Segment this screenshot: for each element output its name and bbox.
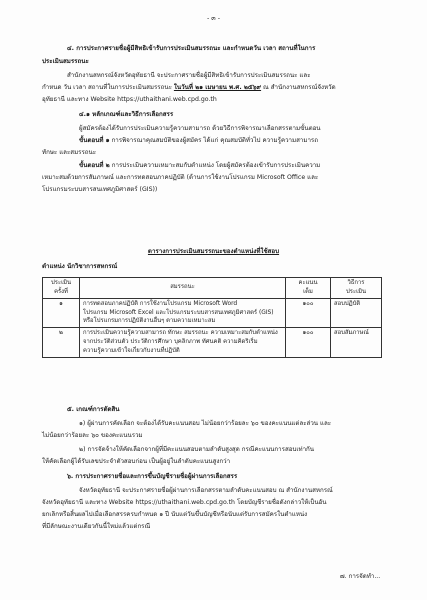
- section-4-para-line-2: [42, 83, 336, 92]
- section-4-1-line-4: [79, 161, 320, 170]
- step-2-label: ขั้นตอนที่ ๒: [79, 162, 110, 169]
- section-4-para-line-2a: กำหนด วัน เวลา สถานที่ในการประเมินสมรรถนะ: [42, 84, 172, 91]
- row-competency: การประเมินความรู้ความสามารถ ทักษะ สมรรถนะ ความเหมาะสมกับตำแหน่ง จากประวัติส่วนตัว ประวัติการศึกษา บุคลิกภาพ ทัศนคติ ความคิดริเริ่ม ความรู้ความเข้าใจเกี่ยวกับงานที่ปฏิบัติ: [80, 328, 286, 358]
- section-5-line-4: ให้คัดเลือกผู้ได้รับเลขประจำตัวสอบก่อน เป็นผู้อยู่ในลำดับคะแนนสูงกว่า: [42, 458, 231, 465]
- section-6-line-4: ที่มีลักษณะงานเดียวกันนี้ใหม่แล้วแต่กรณี: [42, 523, 151, 530]
- section-5-title: ๕. เกณฑ์การตัดสิน: [67, 406, 120, 413]
- competency-table: [42, 277, 382, 358]
- section-4-1-line-2: [79, 136, 318, 145]
- section-4-para-line-2c: ณ สำนักงานสหกรณ์จังหวัด: [263, 84, 336, 91]
- continuation-footer: ๗. การจัดทำ...: [340, 573, 381, 580]
- section-5-line-2: ไม่น้อยกว่าร้อยละ ๖๐ ของคะแนนรวม: [42, 432, 143, 439]
- table-header-row: [43, 278, 382, 299]
- step-1-text: การพิจารณาคุณสมบัติของผู้สมัคร ได้แก่ คุณสมบัติทั่วไป ความรู้ความสามารถ: [111, 137, 318, 144]
- row-number: ๑: [43, 298, 80, 328]
- section-4-1-line-3: ทักษะ และสมรรถนะ: [42, 149, 97, 156]
- section-4-title-cont: ประเมินสมรรถนะ: [42, 58, 89, 65]
- section-4-para-line-3: อุทัยธานี และทาง Website https://uthaithani.web.cpd.go.th: [42, 96, 217, 103]
- section-6-line-2: จังหวัดอุทัยธานี และทาง Website https://uthaithani.web.cpd.go.th โดยบัญชีรายชื่อดังกล่าวให้เป็นอัน: [42, 499, 327, 506]
- section-4-1-line-1: ผู้สมัครต้องได้รับการประเมินความรู้ความสามารถ ด้วยวิธีการพิจารณาเลือกสรรตามขั้นตอน: [79, 125, 321, 132]
- step-1-label: ขั้นตอนที่ ๑: [79, 137, 110, 144]
- section-6-line-1: จังหวัดอุทัยธานี จะประกาศรายชื่อผู้ผ่านการเลือกสรรตามลำดับคะแนนสอบ ณ สำนักงานสหกรณ์: [79, 487, 333, 494]
- header-competency: สมรรถนะ: [80, 278, 286, 299]
- header-score: คะแนน เต็ม: [286, 278, 331, 299]
- section-6-line-3: ยกเลิกหรือสิ้นผลไปเมื่อเลือกสรรครบกำหนด ๑ ปี นับแต่วันขึ้นบัญชีหรือนับแต่รับการสมัครในตำแหน่ง: [42, 511, 308, 518]
- section-4-para-line-1: สำนักงานสหกรณ์จังหวัดอุทัยธานี จะประกาศรายชื่อผู้มีสิทธิเข้ารับการประเมินสมรรถนะ และ: [67, 72, 311, 79]
- announcement-date: ในวันที่ ๒๑ เมษายน พ.ศ. ๒๕๖๙: [173, 84, 262, 91]
- row-number: ๒: [43, 328, 80, 358]
- step-2-text: การประเมินความเหมาะสมกับตำแหน่ง โดยผู้สมัครต้องเข้ารับการประเมินความ: [111, 162, 321, 169]
- table-title: ตารางการประเมินสมรรถนะของตำแหน่งที่ใช้สอบ: [147, 248, 280, 255]
- section-4-1-line-6: โปรแกรมระบบสารสนเทศภูมิศาสตร์ (GIS)): [42, 186, 158, 193]
- header-method: วิธีการ ประเมิน: [331, 278, 382, 299]
- section-4-1-title: ๔.๑ หลักเกณฑ์และวิธีการเลือกสรร: [79, 111, 174, 118]
- section-4-title: ๔. การประกาศรายชื่อผู้มีสิทธิเข้ารับการประเมินสมรรถนะ และกำหนดวัน เวลา สถานที่ในการ: [67, 45, 316, 52]
- section-5-line-3: ๒) การจัดจ้างให้คัดเลือกจากผู้ที่มีคะแนนสอบตามลำดับสูงสุด กรณีคะแนนการสอบเท่ากัน: [79, 446, 315, 453]
- row-score: ๑๐๐: [286, 298, 331, 328]
- row-method: สอบปฏิบัติ: [331, 298, 382, 328]
- row-score: ๑๐๐: [286, 328, 331, 358]
- table-row: [43, 298, 382, 328]
- header-round: ประเมิน ครั้งที่: [43, 278, 80, 299]
- section-6-title: ๖. การประกาศรายชื่อและการขึ้นบัญชีรายชื่อผู้ผ่านการเลือกสรร: [67, 473, 238, 480]
- page-number: - ๓ -: [206, 14, 221, 22]
- section-4-1-line-5: เหมาะสมด้วยการสัมภาษณ์ และการทดสอบภาคปฏิบัติ (ด้านการใช้งานโปรแกรม Microsoft Office และ: [42, 174, 319, 181]
- table-position-label: ตำแหน่ง นักวิชาการสหกรณ์: [42, 263, 118, 270]
- table-row: [43, 328, 382, 358]
- section-5-line-1: ๑) ผู้ผ่านการคัดเลือก จะต้องได้รับคะแนนสอบ ไม่น้อยกว่าร้อยละ ๖๐ ของคะแนนแต่ละส่วน และ: [79, 420, 332, 427]
- row-method: สอบสัมภาษณ์: [331, 328, 382, 358]
- row-competency: การทดสอบภาคปฏิบัติ การใช้งานโปรแกรม Microsoft Word โปรแกรม Microsoft Excel และโปรแกรมระบบสารสนเทศภูมิศาสตร์ (GIS) หรือโปรแกรมการปฏิบัติงานอื่นๆ ตามความเหมาะสม: [80, 298, 286, 328]
